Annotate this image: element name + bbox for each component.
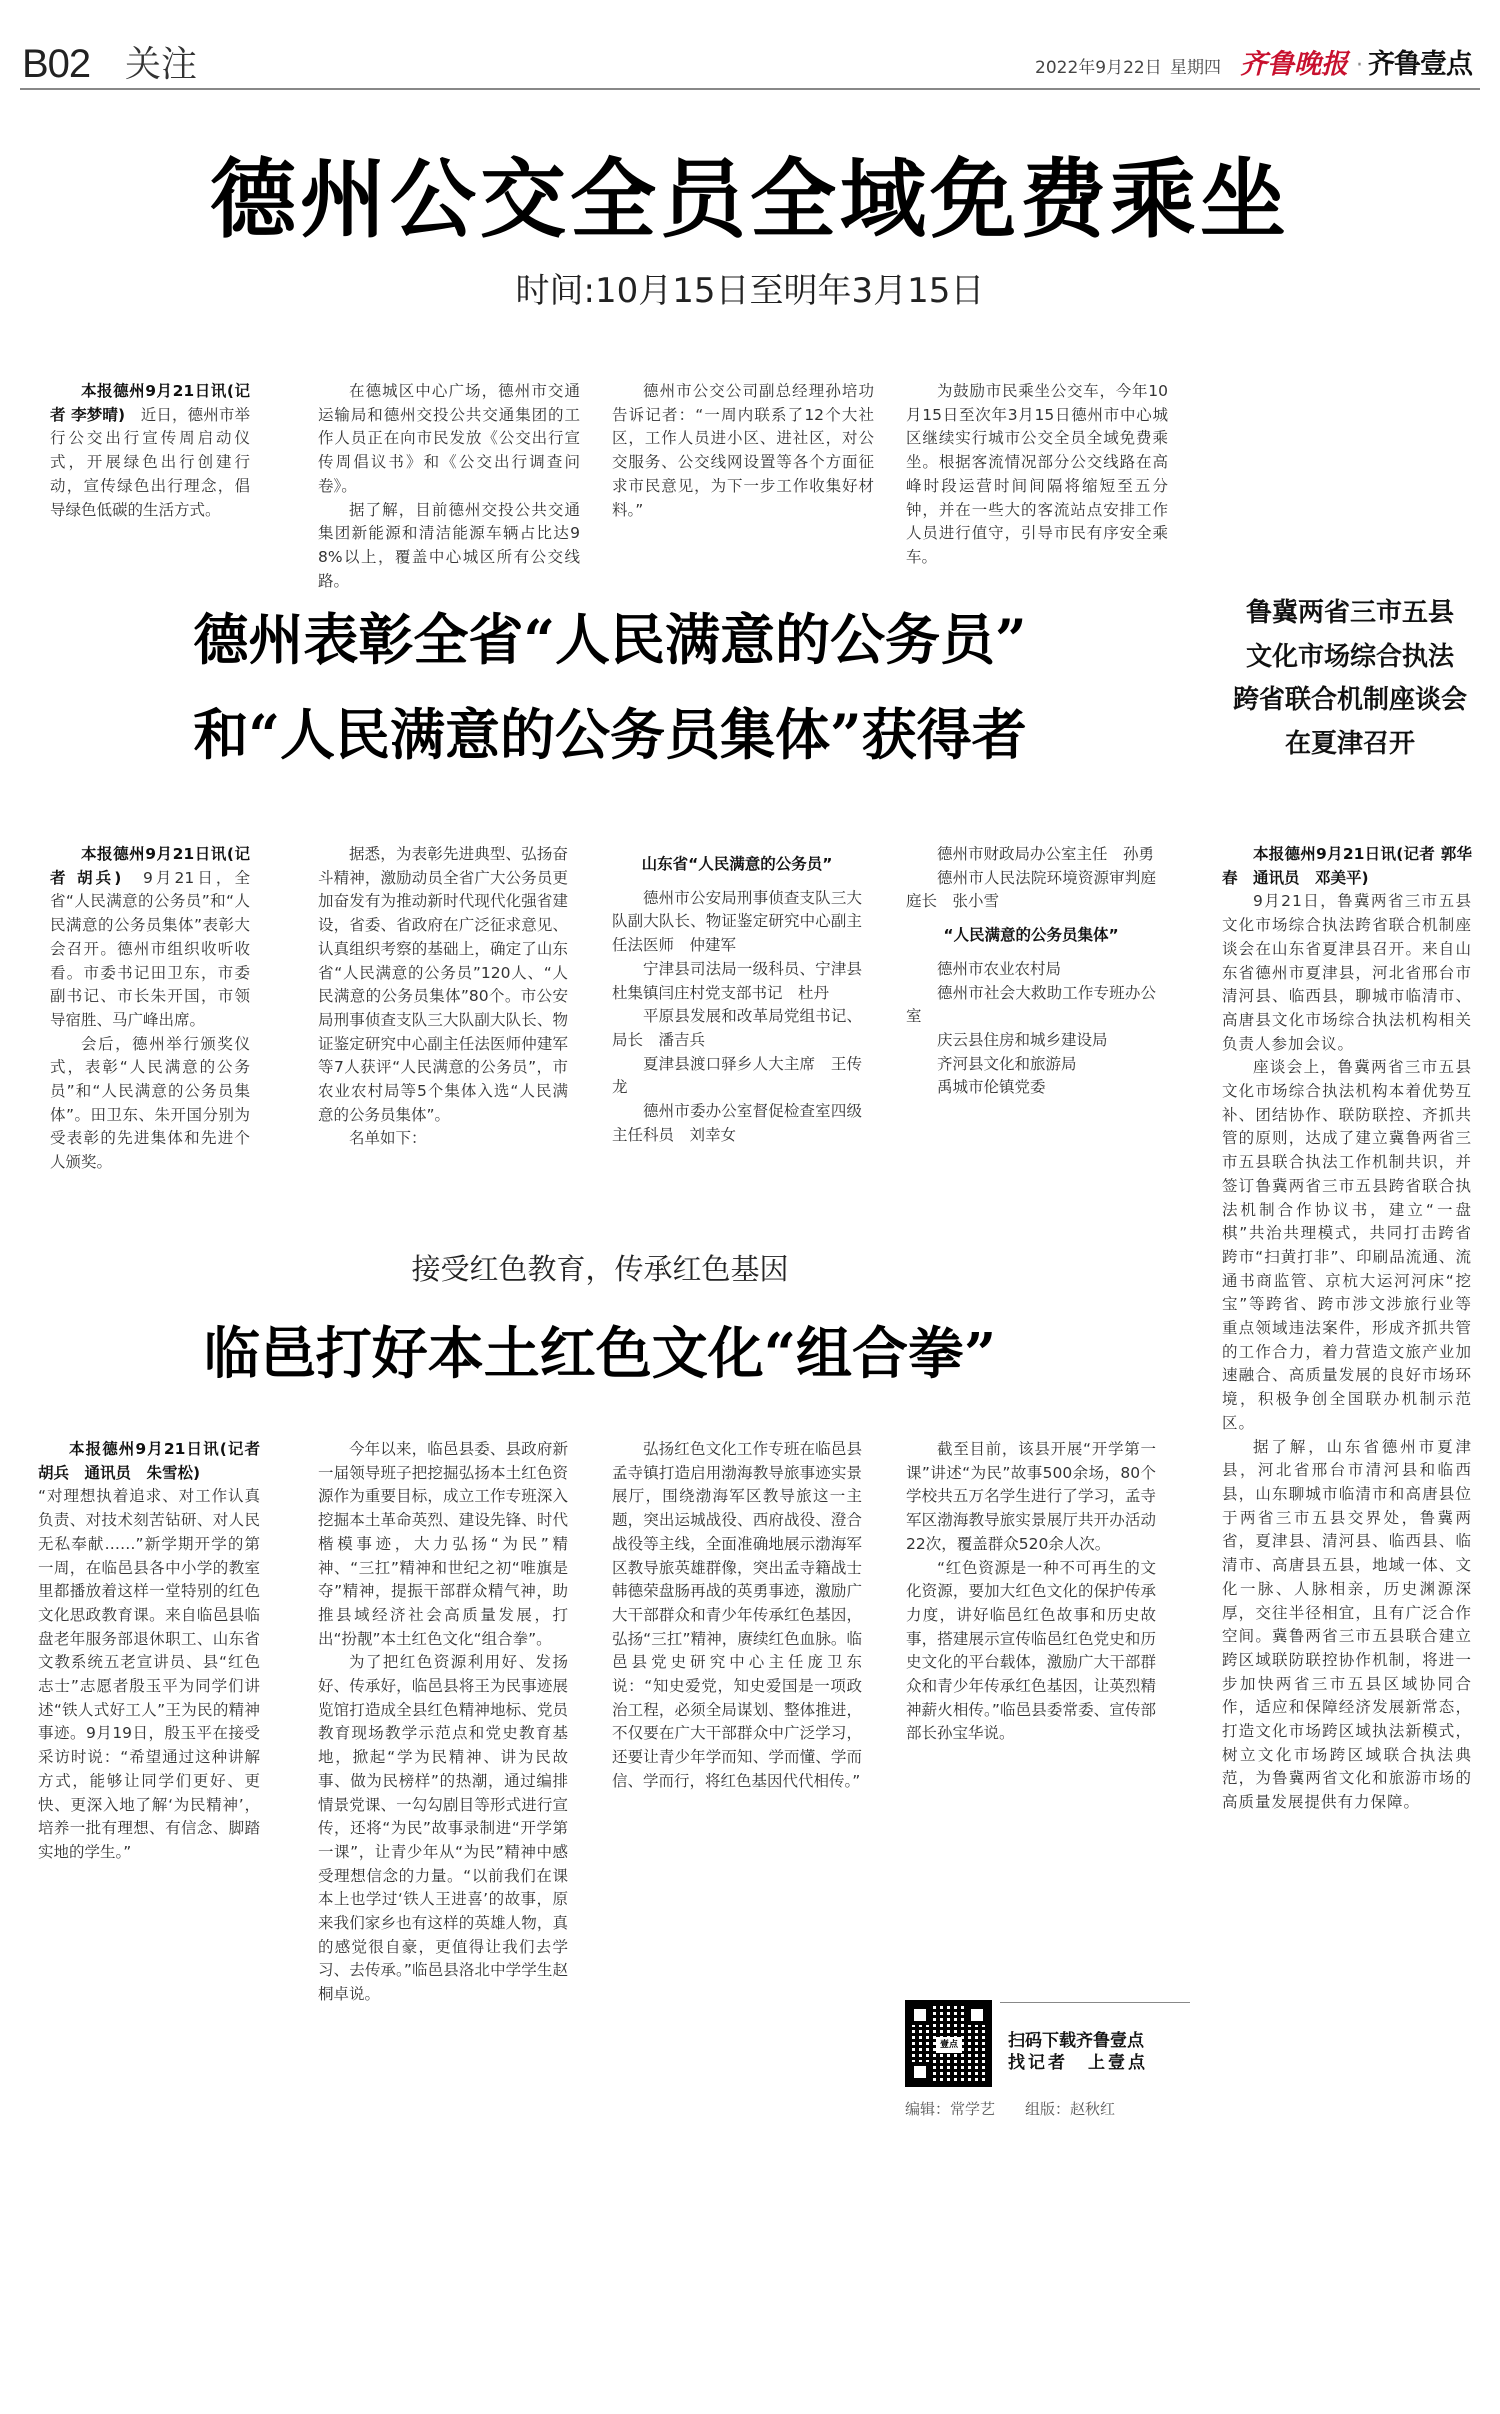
page-credits — [905, 2099, 1115, 2119]
article4-col4 — [906, 1438, 1156, 1746]
list-title-individuals: 山东省“人民满意的公务员” — [641, 855, 833, 873]
list-item: 德州市公安局刑事侦查支队三大队副大队长、物证鉴定研究中心副主任法医师 仲建军 — [612, 888, 862, 955]
issue-weekday: 星期四 — [1170, 58, 1221, 78]
qr-finder-icon — [910, 2005, 930, 2025]
article-lead: 本报德州9月21日讯(记者 郭华春 通讯员 邓美平) — [1222, 845, 1472, 887]
newspaper-logo: 齐鲁晚报 — [1240, 49, 1348, 80]
article-paragraph: 德州市公交公司副总经理孙培功告诉记者：“一周内联系了12个大社区，工作人员进小区、进社区，对公交服务、公交线网设置等各个方面征求市民意见，为下一步工作收集好材料。” — [612, 382, 874, 519]
article-paragraph: “红色资源是一种不可再生的文化资源，要加大红色文化的保护传承力度，讲好临邑红色故事和历史故事，搭建展示宣传临邑红色党史和历史文化的平台载体，激励广大干部群众和青少年传承红色基因，让英烈精神薪火相传。”临邑县委常委、宣传部部长孙宝华说。 — [906, 1558, 1156, 1743]
headline-civil-servants-line1: 德州表彰全省“人民满意的公务员” — [193, 607, 1027, 673]
article-paragraph: 9月21日，全省“人民满意的公务员”和“人民满意的公务员集体”表彰大会召开。德州市组织收听收看。市委书记田卫东，市委副书记、市长朱开国，市领导宿胜、马广峰出席。 — [50, 868, 250, 1029]
qr-finder-icon — [967, 2005, 987, 2025]
article-paragraph: 据了解，目前德州交投公共交通集团新能源和清洁能源车辆占比达98%以上，覆盖中心城区所有公交线路。 — [318, 500, 580, 590]
list-item: 德州市财政局办公室主任 孙勇 — [937, 845, 1155, 863]
article3-body — [1222, 843, 1472, 1815]
list-item: 夏津县渡口驿乡人大主席 王传龙 — [612, 1054, 862, 1097]
list-title-collectives: “人民满意的公务员集体” — [943, 926, 1119, 945]
article-paragraph: 弘扬红色文化工作专班在临邑县孟寺镇打造启用渤海教导旅事迹实景展厅，围绕渤海军区教导旅这一主题，突出运城战役、西府战役、澄合战役等主线，全面准确地展示渤海军区教导旅英雄群像，突出孟寺籍战士韩德荣盘肠再战的英勇事迹，激励广大干部群众和青少年传承红色基因，弘扬“三扛”精神，赓续红色血脉。临邑县党史研究中心主任庞卫东说：“知史爱党，知史爱国是一项政治工程，必须全局谋划、整体推进，不仅要在广大干部群众中广泛学习，还要让青少年学而知、学而懂、学而信、学而行，将红色基因代代相传。” — [612, 1440, 862, 1790]
page-number: B02 — [22, 42, 91, 86]
headline-line: 文化市场综合执法 — [1245, 641, 1454, 672]
article-paragraph: 座谈会上，鲁冀两省三市五县文化市场综合执法机构本着优势互补、团结协作、联防联控、齐抓共管的原则，达成了建立冀鲁两省三市五县联合执法工作机制共识，并签订鲁冀两省三市五县跨省联合执法机制合作协议书，建立“一盘棋”共治共理模式，共同打击跨省跨市“扫黄打非”、印刷品流通、流通书商监管、京杭大运河河床“挖宝”等跨省、跨市涉文涉旅行业等重点领域违法案件，形成齐抓共管的工作合力，着力营造文旅产业加速融合、高质量发展的良好市场环境，积极争创全国联办机制示范区。 — [1222, 1058, 1472, 1432]
headline-cross-province — [1200, 592, 1500, 766]
editor-credit: 编辑：常学艺 — [905, 2100, 996, 2118]
qr-caption-line2: 找记者 上壹点 — [1008, 2053, 1148, 2073]
list-item: 平原县发展和改革局党组书记、局长 潘吉兵 — [612, 1007, 862, 1049]
qr-caption-line1: 扫码下载齐鲁壹点 — [1008, 2031, 1144, 2051]
article-paragraph: 截至目前，该县开展“开学第一课”讲述“为民”故事500余场，80个学校共五万名学生进行了学习，孟寺军区渤海教导旅实景展厅共开办活动22次，覆盖群众520余人次。 — [906, 1440, 1156, 1553]
headline-civil-servants-line2: 和“人民满意的公务员集体”获得者 — [193, 702, 1027, 767]
article2-col1 — [50, 843, 250, 1175]
award-list-collectives — [906, 843, 1156, 1100]
list-item: 德州市人民法院环境资源审判庭庭长 张小雪 — [906, 868, 1156, 911]
article-paragraph: 在德城区中心广场，德州市交通运输局和德州交投公共交通集团的工作人员正在向市民发放《公交出行宣传周倡议书》和《公交出行调查问卷》。 — [318, 382, 580, 495]
list-item: 庆云县住房和城乡建设局 — [937, 1030, 1108, 1049]
article4-col3 — [612, 1438, 862, 1794]
article-lead: 本报德州9月21日讯(记者 胡兵 通讯员 朱雪松) — [38, 1440, 260, 1482]
article-paragraph: 会后，德州举行颁奖仪式，表彰“人民满意的公务员”和“人民满意的公务员集体”。田卫东、朱开国分别为受表彰的先进集体和先进个人颁奖。 — [50, 1034, 250, 1172]
article-paragraph: 为了把红色资源利用好、发扬好、传承好，临邑县将王为民事迹展览馆打造成全县红色精神地标、党员教育现场教学示范点和党史教育基地，掀起“学为民精神、讲为民故事、做为民榜样”的热潮，通过编排情景党课、一勾勾剧目等形式进行宣传，还将“为民”故事录制进“开学第一课”，让青少年从“为民”精神中感受理想信念的力量。“以前我们在课本上也学过‘铁人王进喜’的故事，原来我们家乡也有这样的英雄人物，真的感觉很自豪，更值得让我们去学习、去传承。”临邑县洛北中学学生赵桐卓说。 — [318, 1653, 568, 2004]
qr-code[interactable] — [905, 2000, 992, 2087]
subheadline-bus: 时间:10月15日至明年3月15日 — [515, 271, 985, 311]
list-item: 齐河县文化和旅游局 — [937, 1054, 1077, 1073]
section-name: 关注 — [125, 44, 198, 85]
headline-red-culture: 临邑打好本土红色文化“组合拳” — [203, 1321, 997, 1387]
header-divider — [20, 88, 1480, 90]
qr-logo: 壹点 — [936, 2037, 962, 2053]
article-paragraph: 9月21日，鲁冀两省三市五县文化市场综合执法跨省联合机制座谈会在山东省夏津县召开。来自山东省德州市夏津县，河北省邢台市清河县、临西县，聊城市临清市、高唐县文化市场综合执法机构相关负责人参加会议。 — [1222, 892, 1472, 1053]
article1-col1 — [50, 380, 250, 522]
layout-credit: 组版：赵秋红 — [1025, 2100, 1116, 2118]
qr-divider — [1000, 2002, 1190, 2003]
article2-col2 — [318, 843, 568, 1151]
issue-date: 2022年9月22日 — [1035, 58, 1162, 78]
article4-col1 — [38, 1438, 260, 1865]
article-paragraph: 名单如下： — [349, 1129, 427, 1148]
headline-line: 在夏津召开 — [1284, 728, 1415, 759]
article-paragraph: 为鼓励市民乘坐公交车，今年10月15日至次年3月15日德州市中心城区继续实行城市公交全员全域免费乘坐。根据客流情况部分公交线路在高峰时段运营时间间隔将缩短至五分钟，并在一些大的客流站点安排工作人员进行值守，引导市民有序安全乘车。 — [906, 382, 1168, 566]
brand-separator: · — [1356, 53, 1363, 78]
list-item: 德州市社会大救助工作专班办公室 — [906, 983, 1156, 1026]
headline-line: 鲁冀两省三市五县 — [1245, 598, 1454, 628]
article-paragraph: “对理想执着追求、对工作认真负责、对技术刻苦钻研、对人民无私奉献……”新学期开学的第一周，在临邑县各中小学的教室里都播放着这样一堂特别的红色文化思政教育课。来自临邑县临盘老年服务部退休职工、山东省文教系统五老宣讲员、县“红色志士”志愿者殷玉平为同学们讲述“铁人式好工人”王为民的精神事迹。9月19日，殷玉平在接受采访时说：“希望通过这种讲解方式，能够让同学们更好、更快、更深入地了解‘为民精神’，培养一批有理想、有信念、脚踏实地的学生。” — [38, 1487, 260, 1861]
app-logo: 齐鲁壹点 — [1368, 49, 1472, 80]
article1-col4 — [906, 380, 1168, 570]
list-item: 禹城市伦镇党委 — [937, 1078, 1046, 1097]
list-item: 宁津县司法局一级科员、宁津县杜集镇闫庄村党支部书记 杜丹 — [612, 959, 862, 1002]
list-item: 德州市委办公室督促检查室四级主任科员 刘幸女 — [612, 1102, 862, 1144]
article1-col3 — [612, 380, 874, 522]
qr-finder-icon — [910, 2062, 930, 2082]
article1-col2 — [318, 380, 580, 593]
article-paragraph: 近日，德州市举行公交出行宣传周启动仪式，开展绿色出行创建行动，宣传绿色出行理念，倡导绿色低碳的生活方式。 — [50, 405, 250, 519]
article-lead: 本报德州9月21日讯(记者 胡兵) — [50, 845, 250, 887]
list-item: 德州市农业农村局 — [937, 959, 1062, 978]
kicker-red-culture: 接受红色教育，传承红色基因 — [411, 1252, 789, 1286]
article-paragraph: 据悉，为表彰先进典型、弘扬奋斗精神，激励动员全省广大公务员更加奋发有为推动新时代现代化强省建设，省委、省政府在广泛征求意见、认真组织考察的基础上，确定了山东省“人民满意的公务员”120人、“人民满意的公务员集体”80个。市公安局刑事侦查支队三大队副大队长、物证鉴定研究中心副主任法医师仲建军等7人获评“人民满意的公务员”，市农业农村局等5个集体入选“人民满意的公务员集体”。 — [318, 845, 568, 1124]
article-paragraph: 今年以来，临邑县委、县政府新一届领导班子把挖掘弘扬本土红色资源作为重要目标，成立工作专班深入挖掘本土革命英烈、建设先锋、时代楷模事迹，大力弘扬“为民”精神、“三扛”精神和世纪之初“唯旗是夺”精神，提振干部群众精气神，助推县域经济社会高质量发展，打出“扮靓”本土红色文化“组合拳”。 — [318, 1440, 568, 1648]
headline-line: 跨省联合机制座谈会 — [1232, 685, 1467, 715]
qr-caption — [1008, 2030, 1148, 2074]
article-paragraph: 据了解，山东省德州市夏津县，河北省邢台市清河县和临西县，山东聊城市临清市和高唐县位于两省三市五县交界处，鲁冀两省，夏津县、清河县、临西县、临清市、高唐县五县，地域一体、文化一脉、人脉相亲，历史渊源深厚，交往半径相宜，且有广泛合作空间。冀鲁两省三市五县联合建立跨区域联防联控协作机制，将进一步加快两省三市五县区域协同合作，适应和保障经济发展新常态，打造文化市场跨区域执法新模式，树立文化市场跨区域联合执法典范，为鲁冀两省文化和旅游市场的高质量发展提供有力保障。 — [1222, 1437, 1472, 1812]
award-list-individuals — [612, 843, 862, 1147]
article4-col2 — [318, 1438, 568, 2007]
article-lead: 本报德州9月21日讯(记者 李梦晴) — [50, 382, 250, 424]
headline-bus: 德州公交全员全域免费乘坐 — [210, 149, 1290, 250]
